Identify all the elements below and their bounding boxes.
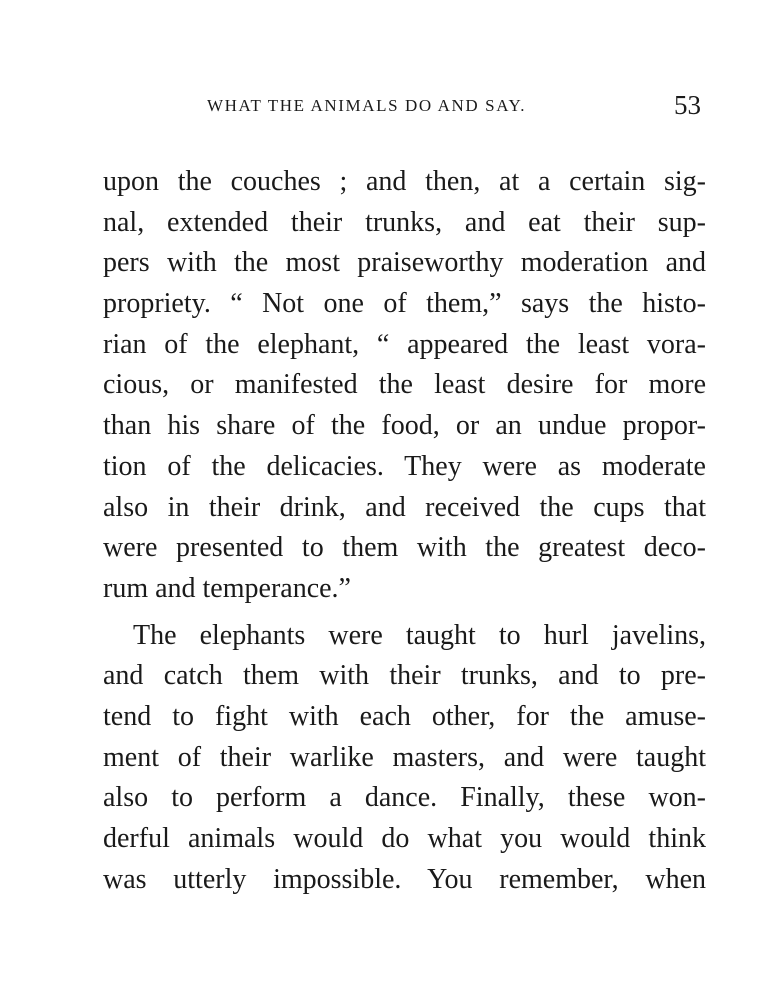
text-line: ment of their warlike masters, and were taught [103, 741, 706, 773]
text-line: also in their drink, and received the cups that [103, 491, 706, 523]
text-line: tion of the delicacies. They were as moderate [103, 450, 706, 482]
text-line: The elephants were taught to hurl javelins, [133, 619, 706, 651]
text-line: derful animals would do what you would think [103, 823, 706, 854]
text-line: rian of the elephant, “ appeared the least vora- [103, 328, 706, 360]
text-line: and catch them with their trunks, and to pre- [103, 660, 706, 692]
text-line: cious, or manifested the least desire for more [103, 369, 706, 401]
text-line: pers with the most praiseworthy moderation and [103, 247, 706, 279]
text-line: propriety. “ Not one of them,” says the histo- [103, 288, 706, 320]
text-line: were presented to them with the greatest deco- [103, 532, 706, 564]
text-line: rum and temperance.” [103, 572, 351, 604]
text-line: also to perform a dance. Finally, these won- [103, 782, 706, 814]
text-line: nal, extended their trunks, and eat their sup- [103, 206, 706, 238]
text-line: tend to fight with each other, for the amuse- [103, 700, 706, 732]
text-line: was utterly impossible. You remember, when [103, 863, 706, 895]
running-head [207, 90, 707, 124]
running-title: WHAT THE ANIMALS DO AND SAY. [207, 96, 527, 115]
paragraph [103, 616, 706, 901]
text-line: than his share of the food, or an undue propor- [103, 410, 706, 442]
body-text [103, 162, 706, 900]
page-number: 53 [674, 90, 701, 120]
text-line: upon the couches ; and then, at a certain sig- [103, 166, 706, 197]
paragraph [103, 162, 706, 610]
